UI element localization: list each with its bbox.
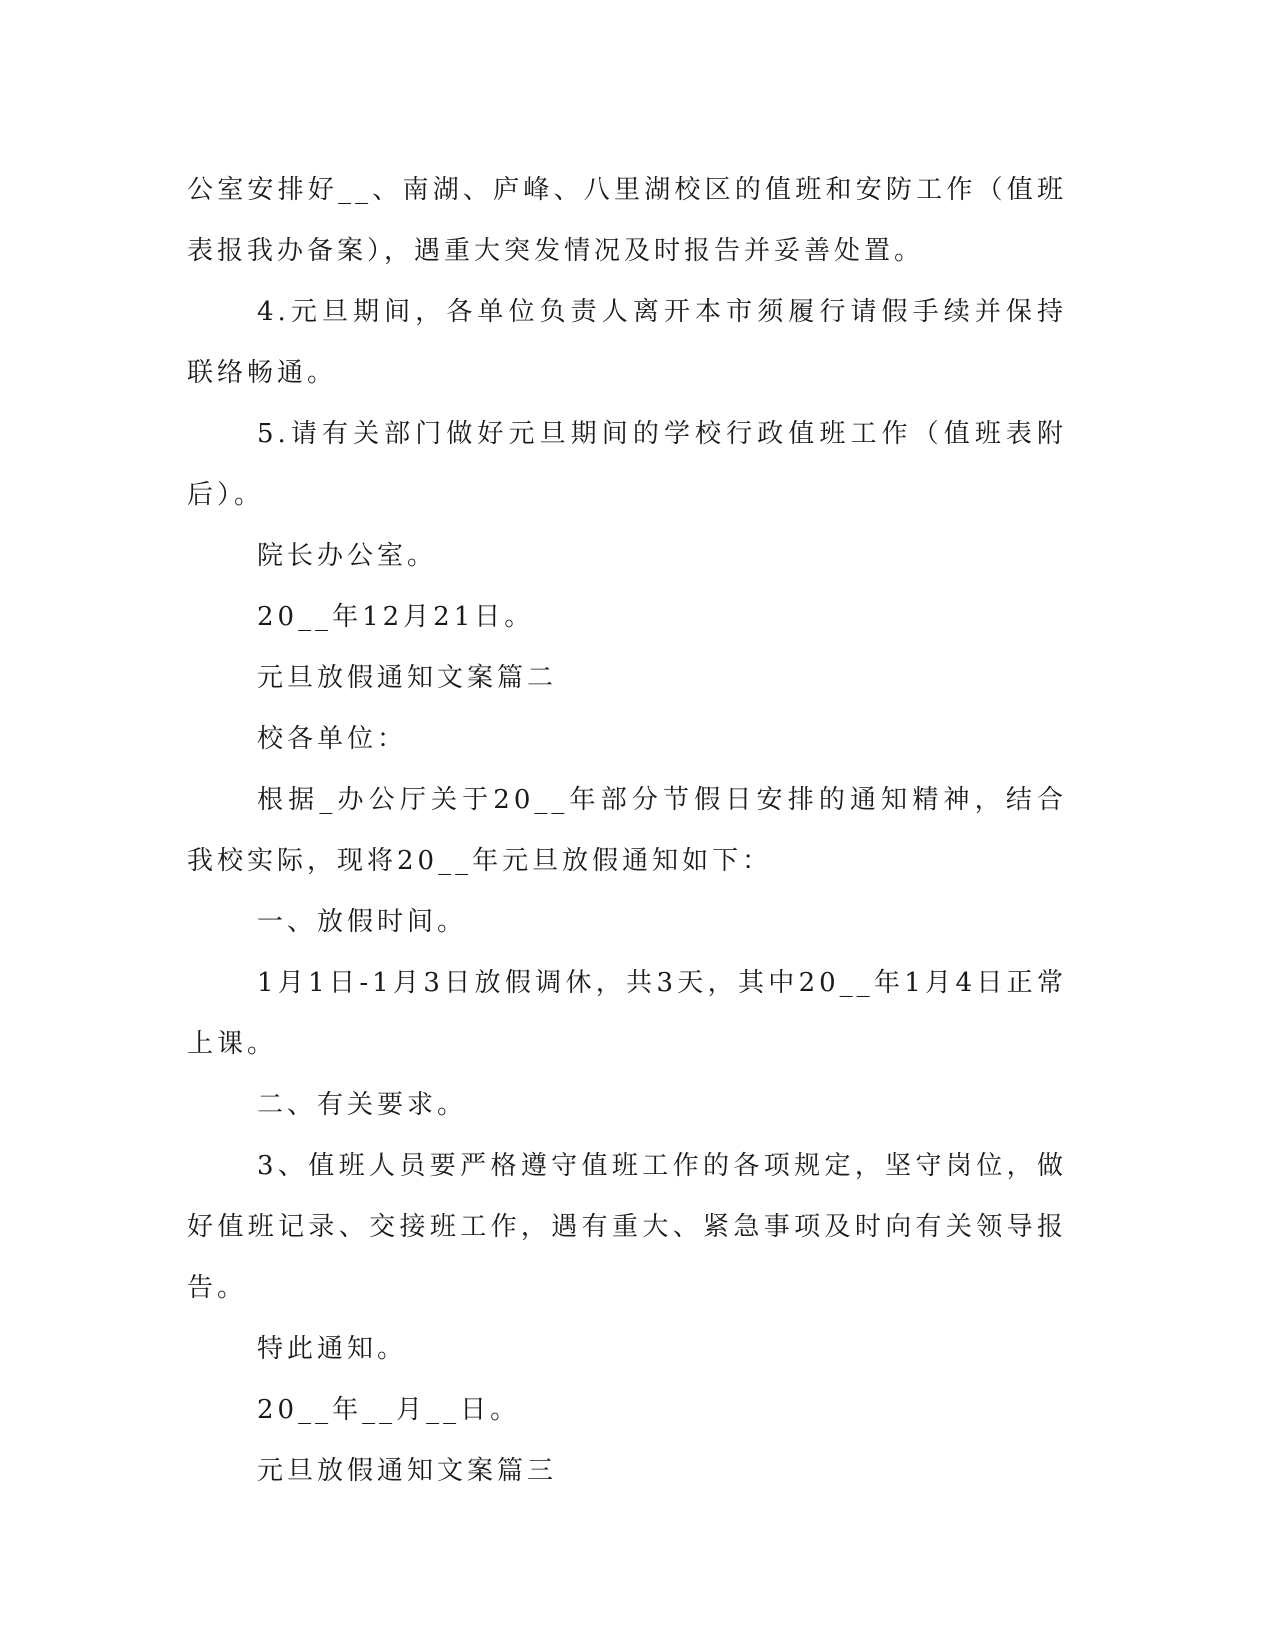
paragraph-item-4: 4.元旦期间，各单位负责人离开本市须履行请假手续并保持联络畅通。 bbox=[187, 297, 1067, 388]
subheading-holiday-time: 一、放假时间。 bbox=[257, 907, 468, 937]
paragraph-duty-arrangement: 公室安排好__、南湖、庐峰、八里湖校区的值班和安防工作（值班表报我办备案），遇重大突发情况及时报告并妥善处置。 bbox=[187, 175, 1067, 266]
salutation: 校各单位： bbox=[257, 724, 408, 754]
paragraph-holiday-dates: 1月1日-1月3日放假调休，共3天，其中20__年1月4日正常上课。 bbox=[187, 968, 1067, 1059]
section-heading-3: 元旦放假通知文案篇三 bbox=[257, 1456, 558, 1486]
closing-date: 20__年__月__日。 bbox=[257, 1395, 521, 1425]
subheading-requirements: 二、有关要求。 bbox=[257, 1090, 468, 1120]
closing-notice: 特此通知。 bbox=[257, 1334, 408, 1364]
signature-date: 20__年12月21日。 bbox=[257, 602, 535, 632]
paragraph-item-5: 5.请有关部门做好元旦期间的学校行政值班工作（值班表附后）。 bbox=[187, 419, 1067, 510]
paragraph-requirement-3: 3、值班人员要严格遵守值班工作的各项规定，坚守岗位，做好值班记录、交接班工作，遇有重大、紧急事项及时向有关领导报告。 bbox=[187, 1151, 1067, 1303]
section-heading-2: 元旦放假通知文案篇二 bbox=[257, 663, 558, 693]
paragraph-intro: 根据_办公厅关于20__年部分节假日安排的通知精神，结合我校实际，现将20__年元旦放假通知如下： bbox=[187, 785, 1067, 876]
signature-office: 院长办公室。 bbox=[257, 541, 438, 571]
document-body bbox=[187, 160, 1067, 1502]
